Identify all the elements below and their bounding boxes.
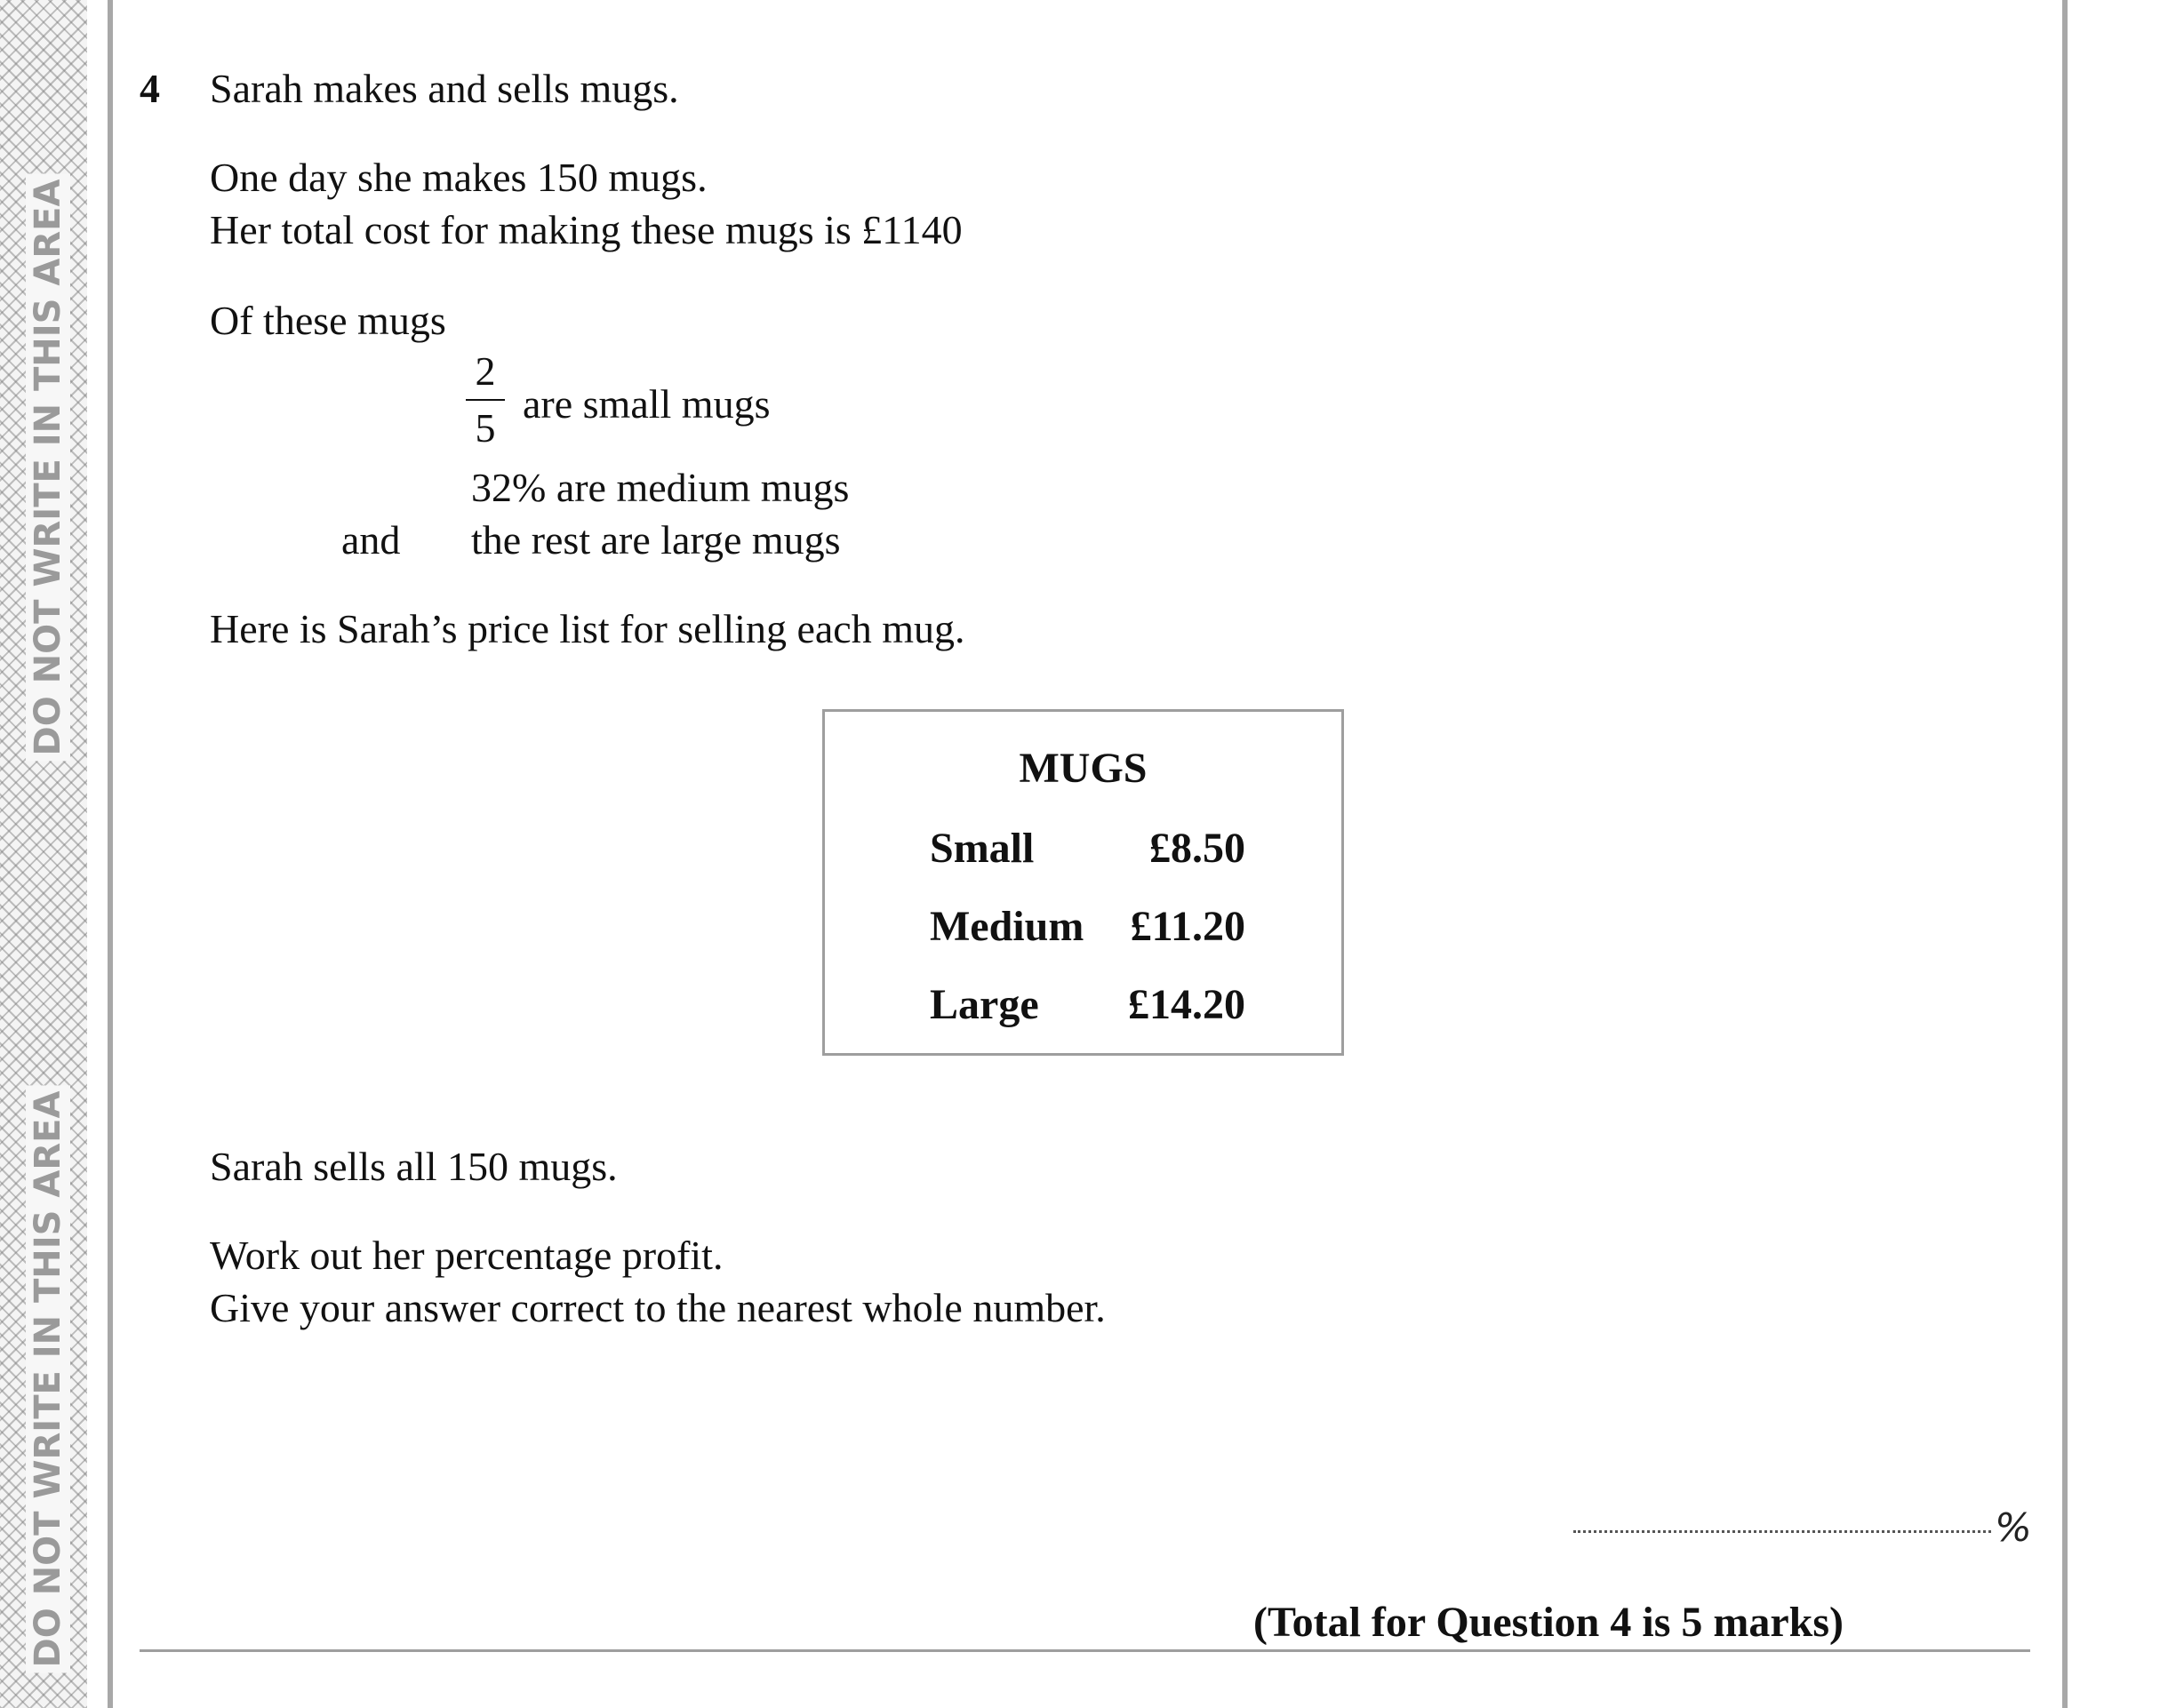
size-label: Small	[930, 825, 1035, 872]
total-cost-line: Her total cost for making these mugs is £1140	[210, 207, 963, 252]
price-list-title: MUGS	[1019, 745, 1148, 792]
price-list-intro: Here is Sarah’s price list for selling each mug.	[210, 606, 965, 651]
fraction-two-fifths	[466, 348, 505, 451]
price-value: £14.20	[1128, 981, 1245, 1028]
answer-line[interactable]	[1573, 1530, 1991, 1533]
medium-mugs-text: 32% are medium mugs	[471, 465, 850, 510]
answer-unit: %	[1995, 1505, 2032, 1551]
margin-warning-top: DO NOT WRITE IN THIS AREA	[26, 174, 70, 762]
page-border-right	[2062, 0, 2068, 1708]
task-line-1: Work out her percentage profit.	[210, 1233, 724, 1278]
fraction-numerator: 2	[475, 348, 496, 394]
page-border-left	[108, 0, 113, 1708]
of-these-mugs: Of these mugs	[210, 298, 446, 343]
small-mugs-text: are small mugs	[523, 381, 771, 427]
price-value: £11.20	[1130, 903, 1245, 950]
size-label: Large	[930, 981, 1039, 1028]
fraction-denominator: 5	[475, 405, 496, 451]
price-list-box	[822, 709, 1344, 1056]
mugs-made-line: One day she makes 150 mugs.	[210, 155, 708, 200]
task-line-2: Give your answer correct to the nearest whole number.	[210, 1285, 1106, 1330]
bottom-rule	[140, 1649, 2030, 1652]
price-value: £8.50	[1149, 825, 1245, 872]
margin-warning-bottom: DO NOT WRITE IN THIS AREA	[26, 1086, 70, 1673]
question-number: 4	[140, 66, 160, 111]
large-mugs-text: the rest are large mugs	[471, 517, 841, 563]
total-marks: (Total for Question 4 is 5 marks)	[1253, 1599, 1844, 1646]
size-label: Medium	[930, 903, 1084, 950]
and-word: and	[341, 517, 401, 563]
question-intro: Sarah makes and sells mugs.	[210, 66, 679, 111]
do-not-write-margin	[0, 0, 87, 1708]
fraction-bar	[466, 399, 505, 401]
sells-all-line: Sarah sells all 150 mugs.	[210, 1144, 618, 1189]
